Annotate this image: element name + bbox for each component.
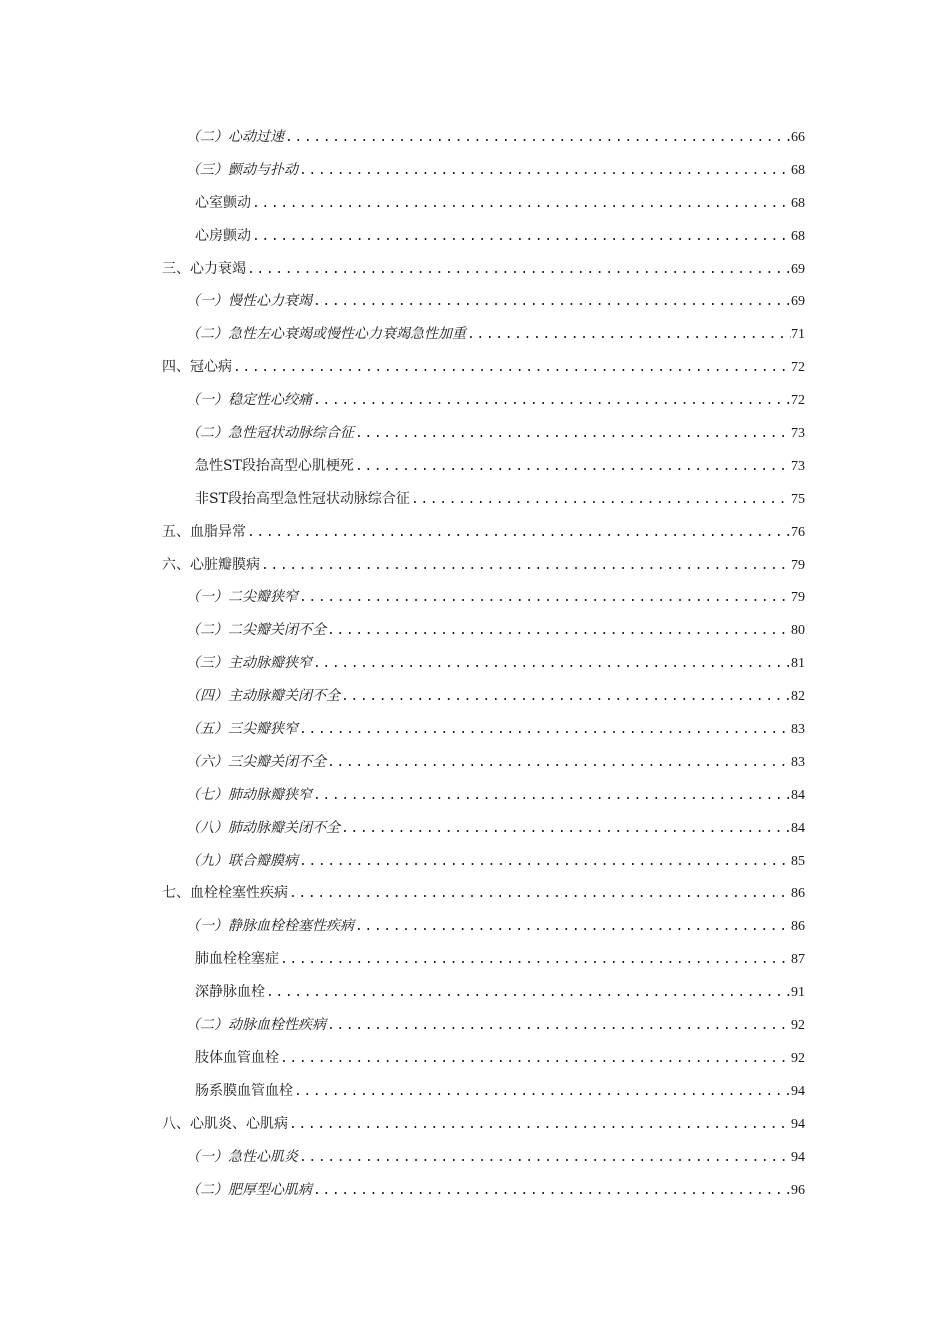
toc-entry-title: 七、血栓栓塞性疾病 [162, 885, 288, 902]
toc-entry-title: （八）肺动脉瓣关闭不全 [186, 819, 340, 836]
toc-leader-dots [298, 714, 791, 746]
toc-entry[interactable] [162, 187, 805, 220]
toc-entry-title: （二）二尖瓣关闭不全 [186, 622, 326, 639]
toc-leader-dots [251, 221, 791, 253]
toc-leader-dots [340, 813, 791, 845]
toc-entry-title: （三）颤动与扑动 [186, 161, 298, 178]
toc-page-number: 75 [791, 491, 805, 507]
toc-page-number: 71 [791, 327, 805, 343]
toc-page-number: 76 [791, 524, 805, 540]
toc-entry-title: 三、心力衰竭 [162, 260, 246, 277]
toc-page-number: 66 [791, 130, 805, 145]
toc-leader-dots [326, 747, 791, 779]
toc-page-number: 79 [791, 557, 805, 573]
toc-leader-dots [410, 484, 791, 516]
toc-entry[interactable] [162, 516, 805, 549]
toc-leader-dots [279, 944, 791, 976]
toc-page-number: 73 [791, 458, 805, 474]
toc-entry[interactable] [162, 450, 805, 483]
toc-entry-title: （二）动脉血栓性疾病 [186, 1017, 326, 1034]
toc-entry-title: （七）肺动脉瓣狭窄 [186, 786, 312, 803]
toc-entry-title: 六、心脏瓣膜病 [162, 556, 260, 573]
toc-entry-title: 心房颤动 [195, 227, 251, 244]
toc-entry-title: （一）急性心肌炎 [186, 1148, 298, 1165]
toc-entry[interactable] [162, 220, 805, 253]
toc-leader-dots [312, 286, 791, 318]
toc-page-number: 72 [791, 393, 805, 409]
toc-page-number: 94 [791, 1149, 805, 1165]
toc-leader-dots [466, 319, 791, 351]
toc-leader-dots [232, 352, 791, 384]
toc-entry[interactable] [162, 614, 805, 647]
toc-entry[interactable] [162, 845, 805, 878]
toc-leader-dots [265, 977, 791, 1009]
toc-entry[interactable] [162, 549, 805, 582]
toc-page-number: 83 [791, 754, 805, 770]
toc-leader-dots [354, 911, 791, 943]
toc-entry-title: （一）静脉血栓栓塞性疾病 [186, 918, 354, 935]
toc-entry-title: （二）心动过速 [186, 129, 284, 145]
toc-entry[interactable] [162, 812, 805, 845]
toc-entry[interactable] [162, 976, 805, 1009]
toc-entry-title: 非ST段抬高型急性冠状动脉综合征 [195, 490, 410, 507]
toc-leader-dots [312, 780, 791, 812]
toc-entry-title: 四、冠心病 [162, 359, 232, 376]
toc-page-number: 68 [791, 228, 805, 244]
toc-leader-dots [293, 1076, 791, 1108]
toc-leader-dots [298, 155, 791, 187]
table-of-contents [162, 121, 805, 1206]
toc-entry-title: （二）肥厚型心肌病 [186, 1181, 312, 1198]
toc-leader-dots [246, 517, 791, 549]
toc-entry[interactable] [162, 1075, 805, 1108]
toc-page-number: 92 [791, 1050, 805, 1066]
toc-page-number: 83 [791, 722, 805, 738]
toc-entry-title: （三）主动脉瓣狭窄 [186, 655, 312, 672]
toc-entry[interactable] [162, 581, 805, 614]
toc-entry-title: 五、血脂异常 [162, 523, 246, 540]
toc-leader-dots [354, 418, 791, 450]
toc-entry-title: 急性ST段抬高型心肌梗死 [195, 457, 354, 474]
toc-leader-dots [260, 550, 791, 582]
toc-entry[interactable] [162, 746, 805, 779]
toc-entry-title: 肠系膜血管血栓 [195, 1082, 293, 1099]
toc-entry[interactable] [162, 154, 805, 187]
toc-entry-title: 肺血栓栓塞症 [195, 951, 279, 968]
toc-page-number: 86 [791, 886, 805, 902]
toc-entry[interactable] [162, 417, 805, 450]
toc-leader-dots [279, 1043, 791, 1075]
toc-page-number: 94 [791, 1083, 805, 1099]
toc-leader-dots [298, 846, 791, 878]
toc-page-number: 79 [791, 590, 805, 606]
toc-page-number: 69 [791, 294, 805, 310]
toc-page-number: 87 [791, 952, 805, 968]
toc-page-number: 85 [791, 853, 805, 869]
toc-leader-dots [312, 1175, 791, 1207]
toc-entry-title: （四）主动脉瓣关闭不全 [186, 688, 340, 705]
toc-entry[interactable] [162, 877, 805, 910]
toc-entry-title: （一）慢性心力衰竭 [186, 293, 312, 310]
toc-page-number: 81 [791, 656, 805, 672]
toc-entry[interactable] [162, 1009, 805, 1042]
toc-entry[interactable] [162, 384, 805, 417]
toc-entry[interactable] [162, 680, 805, 713]
toc-entry-title: 肢体血管血栓 [195, 1049, 279, 1066]
toc-leader-dots [312, 385, 791, 417]
toc-page-number: 92 [791, 1018, 805, 1034]
toc-page-number: 68 [791, 162, 805, 178]
toc-entry[interactable] [162, 779, 805, 812]
toc-leader-dots [246, 254, 791, 286]
toc-leader-dots [288, 1109, 791, 1141]
toc-entry-title: 深静脉血栓 [195, 984, 265, 1001]
toc-entry-title: （一）二尖瓣狭窄 [186, 589, 298, 606]
toc-page-number: 91 [791, 985, 805, 1001]
toc-entry-title: （二）急性左心衰竭或慢性心力衰竭急性加重 [186, 326, 466, 343]
toc-page-number: 84 [791, 820, 805, 836]
toc-entry[interactable] [162, 1042, 805, 1075]
toc-leader-dots [354, 451, 791, 483]
toc-entry-title: （一）稳定性心绞痛 [186, 392, 312, 409]
toc-leader-dots [326, 615, 791, 647]
toc-entry[interactable] [162, 1141, 805, 1174]
toc-entry[interactable] [162, 285, 805, 318]
toc-entry-title: 八、心肌炎、心肌病 [162, 1115, 288, 1132]
toc-page-number: 84 [791, 787, 805, 803]
toc-page-number: 86 [791, 919, 805, 935]
toc-page-number: 68 [791, 195, 805, 211]
toc-leader-dots [288, 878, 791, 910]
toc-leader-dots [298, 582, 791, 614]
toc-leader-dots [298, 1142, 791, 1174]
toc-page-number: 69 [791, 261, 805, 277]
toc-entry[interactable] [162, 318, 805, 351]
toc-entry[interactable] [162, 647, 805, 680]
toc-entry-title: （六）三尖瓣关闭不全 [186, 753, 326, 770]
toc-page-number: 73 [791, 426, 805, 442]
toc-leader-dots [312, 648, 791, 680]
toc-entry[interactable] [162, 1174, 805, 1207]
toc-entry[interactable] [162, 253, 805, 286]
toc-entry-title: （二）急性冠状动脉综合征 [186, 425, 354, 442]
toc-entry-title: 心室颤动 [195, 194, 251, 211]
toc-leader-dots [251, 188, 791, 220]
toc-leader-dots [326, 1010, 791, 1042]
toc-entry-title: （九）联合瓣膜病 [186, 852, 298, 869]
toc-entry[interactable] [162, 1108, 805, 1141]
toc-page-number: 72 [791, 360, 805, 376]
toc-entry[interactable] [162, 713, 805, 746]
toc-page-number: 80 [791, 623, 805, 639]
toc-leader-dots [340, 681, 791, 713]
toc-entry[interactable] [162, 943, 805, 976]
toc-entry[interactable] [162, 910, 805, 943]
toc-entry[interactable] [162, 121, 805, 154]
toc-entry[interactable] [162, 351, 805, 384]
toc-page-number: 96 [791, 1182, 805, 1198]
toc-page-number: 82 [791, 689, 805, 705]
toc-entry-title: （五）三尖瓣狭窄 [186, 721, 298, 738]
toc-leader-dots [284, 122, 791, 154]
toc-entry[interactable] [162, 483, 805, 516]
toc-page-number: 94 [791, 1116, 805, 1132]
